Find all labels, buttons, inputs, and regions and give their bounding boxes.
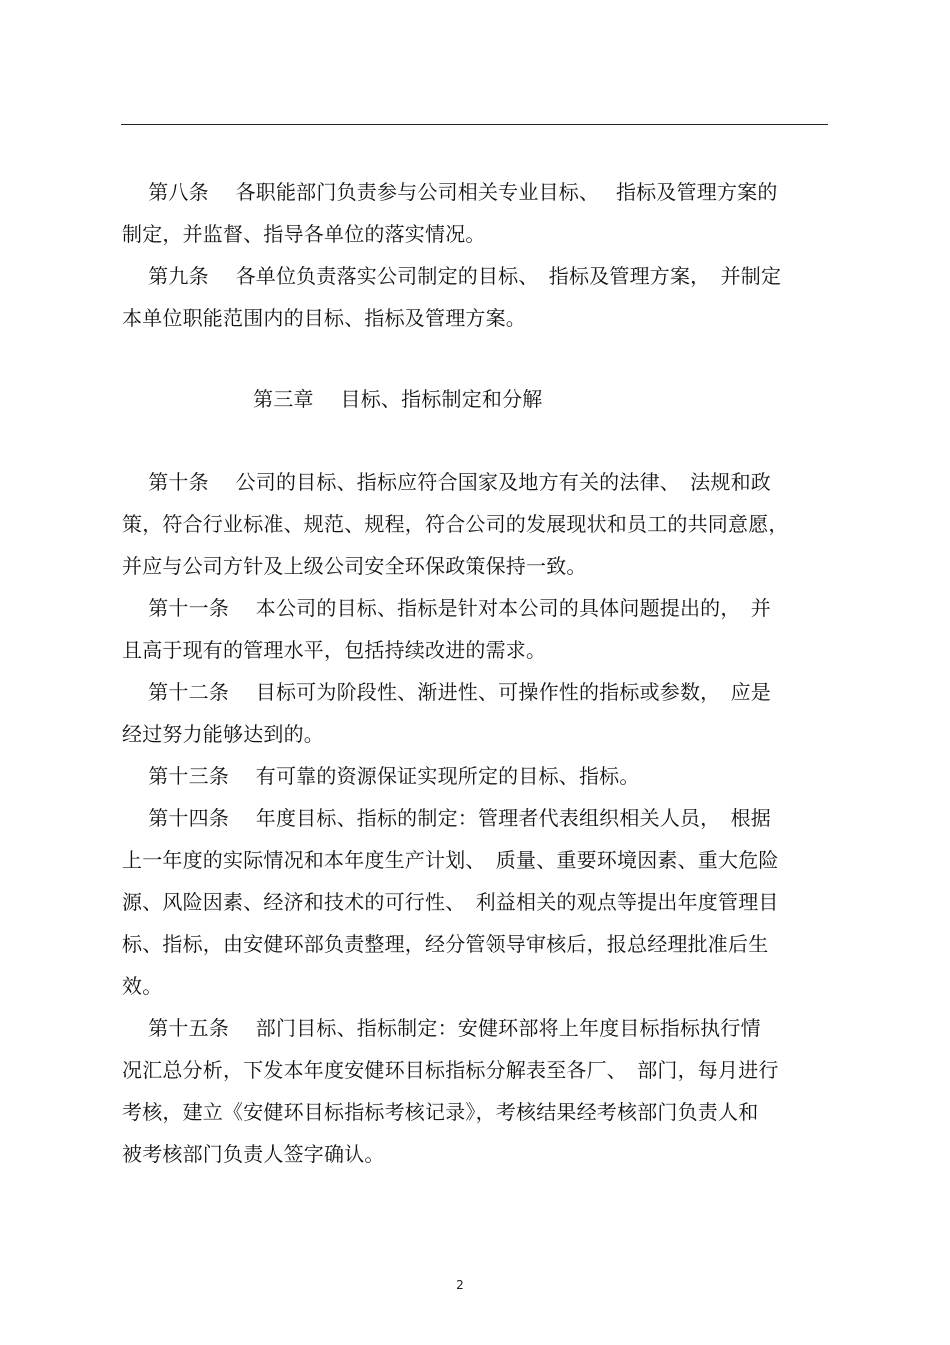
text-line: 第十一条 本公司的目标、指标是针对本公司的具体问题提出的， 并 — [122, 596, 771, 620]
text-line: 第十二条 目标可为阶段性、渐进性、可操作性的指标或参数， 应是 — [122, 680, 771, 704]
chapter-heading: 第三章 目标、指标制定和分解 — [122, 387, 543, 411]
text-line: 被考核部门负责人签字确认。 — [122, 1142, 385, 1166]
text-line: 第十三条 有可靠的资源保证实现所定的目标、指标。 — [122, 764, 640, 788]
text-line: 第十条 公司的目标、指标应符合国家及地方有关的法律、 法规和政 — [122, 470, 771, 494]
text-line: 第九条 各单位负责落实公司制定的目标、 指标及管理方案， 并制定 — [122, 264, 782, 288]
text-line: 且高于现有的管理水平，包括持续改进的需求。 — [122, 638, 547, 662]
text-line: 并应与公司方针及上级公司安全环保政策保持一致。 — [122, 554, 587, 578]
text-line: 源、风险因素、经济和技术的可行性、 利益相关的观点等提出年度管理目 — [122, 890, 779, 914]
text-line: 第十五条 部门目标、指标制定：安健环部将上年度目标指标执行情 — [122, 1016, 761, 1040]
text-line: 经过努力能够达到的。 — [122, 722, 324, 746]
page-number: 2 — [456, 1278, 464, 1292]
text-line: 考核，建立《安健环目标指标考核记录》，考核结果经考核部门负责人和 — [122, 1100, 759, 1124]
text-line: 策，符合行业标准、规范、规程，符合公司的发展现状和员工的共同意愿， — [122, 512, 789, 536]
text-line: 况汇总分析，下发本年度安健环目标指标分解表至各厂、 部门，每月进行 — [122, 1058, 779, 1082]
text-line: 制定，并监督、指导各单位的落实情况。 — [122, 222, 486, 246]
text-line: 第八条 各职能部门负责参与公司相关专业目标、 指标及管理方案的 — [122, 180, 778, 204]
text-line: 上一年度的实际情况和本年度生产计划、 质量、重要环境因素、重大危险 — [122, 848, 779, 872]
text-line: 本单位职能范围内的目标、指标及管理方案。 — [122, 306, 526, 330]
header-rule — [121, 124, 828, 125]
text-line: 标、指标，由安健环部负责整理，经分管领导审核后，报总经理批准后生 — [122, 932, 769, 956]
text-line: 效。 — [122, 974, 163, 998]
text-line: 第十四条 年度目标、指标的制定：管理者代表组织相关人员， 根据 — [122, 806, 771, 830]
